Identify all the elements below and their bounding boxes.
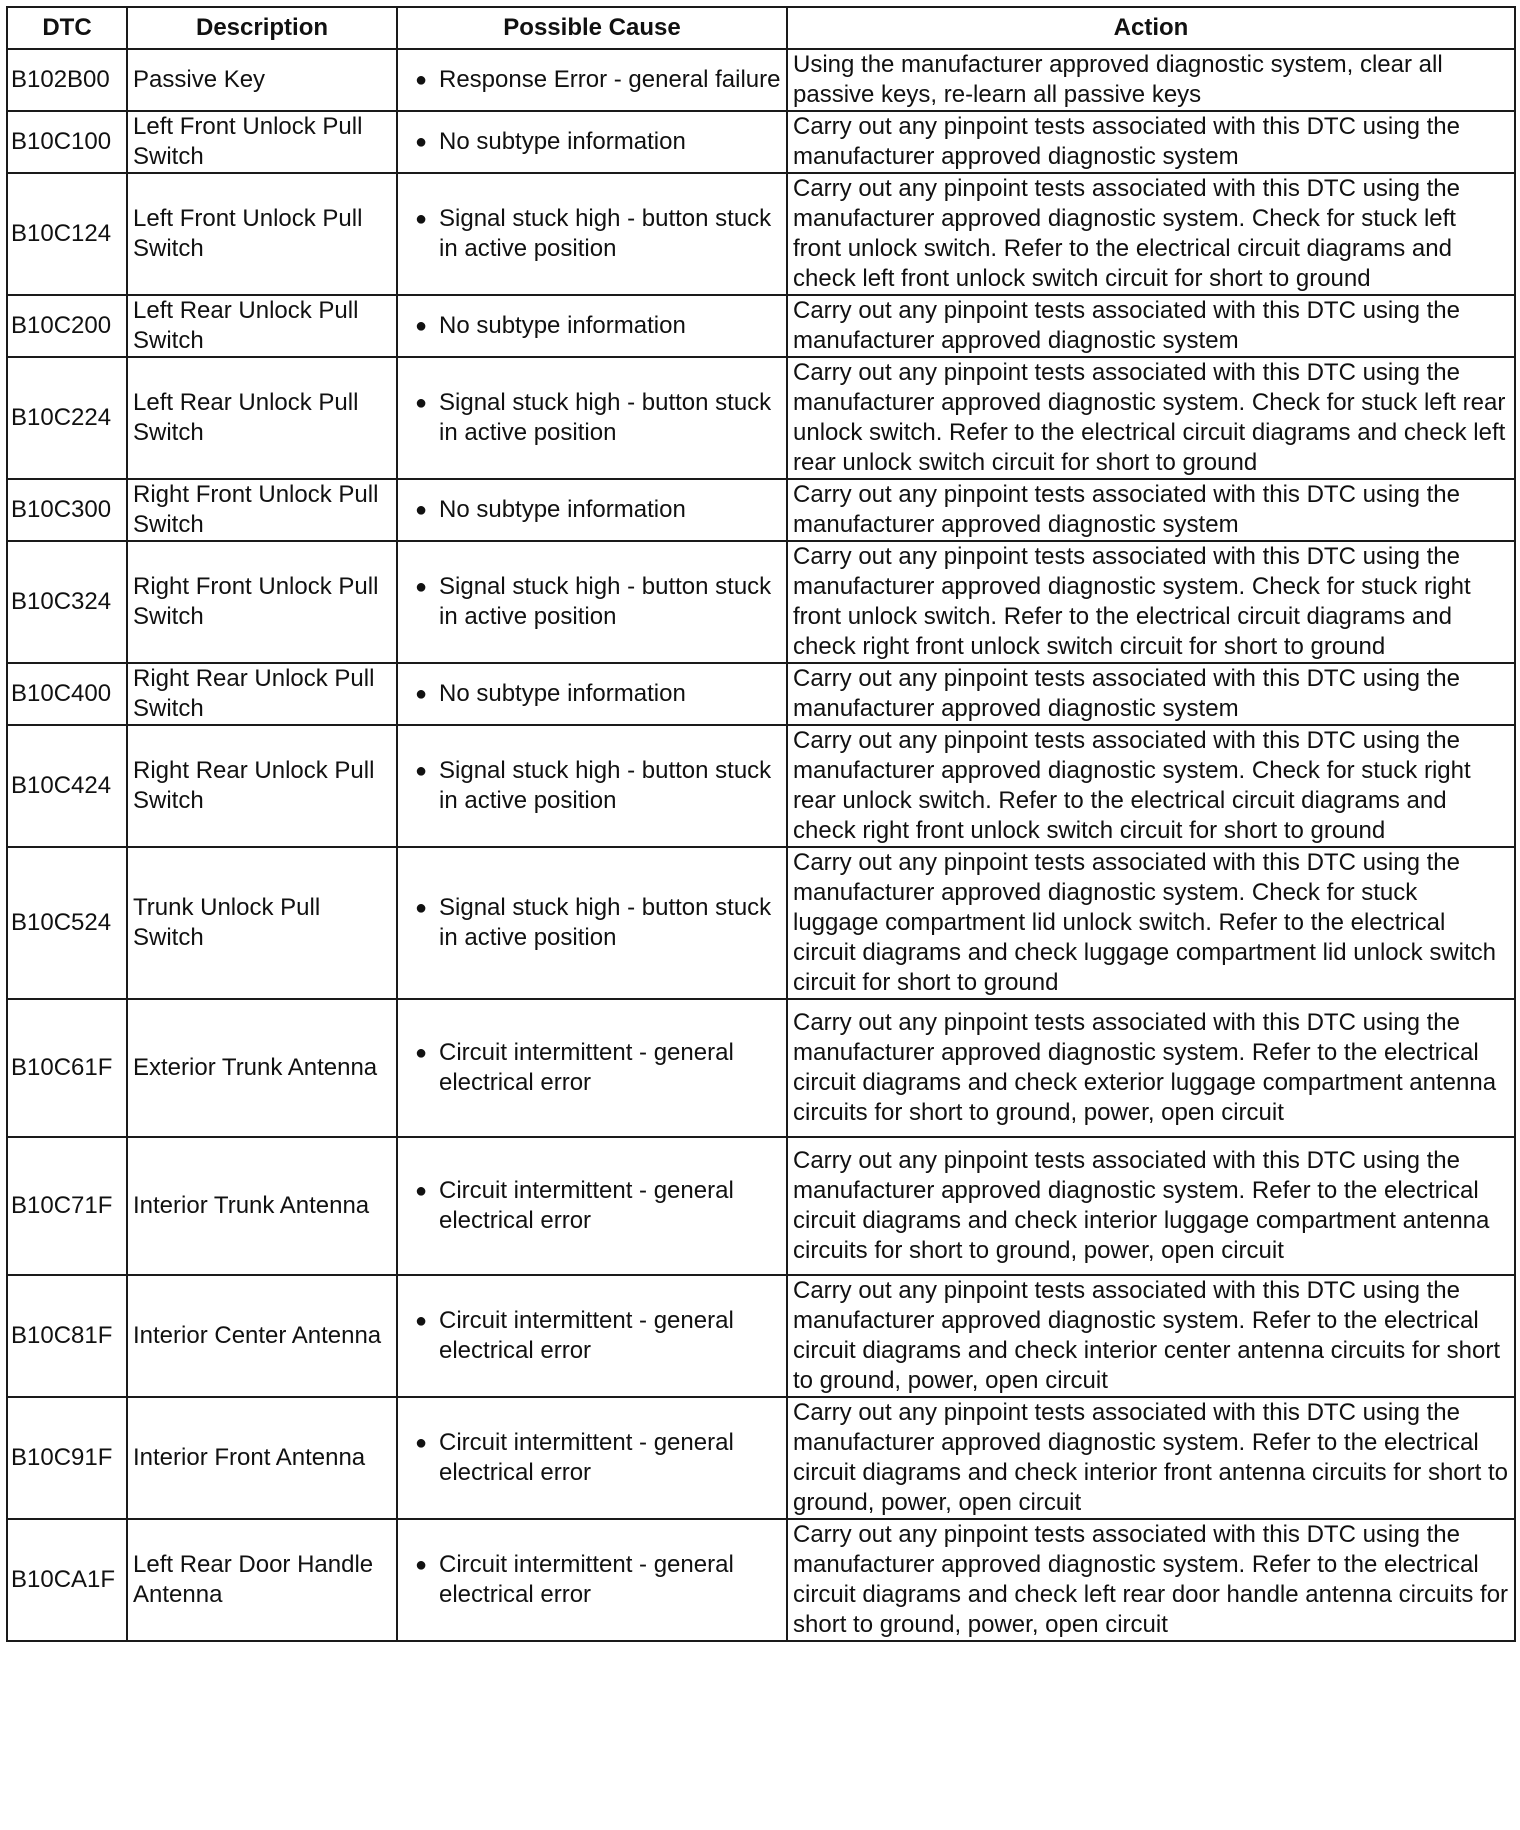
dtc-code: B10C61F [7,999,127,1137]
dtc-code: B10C71F [7,1137,127,1275]
possible-cause-cell [397,1397,787,1519]
header-description: Description [127,7,397,49]
table-row [7,1397,1515,1519]
dtc-description: Exterior Trunk Antenna [127,999,397,1137]
dtc-code: B10C324 [7,541,127,663]
possible-cause-text: Circuit intermittent - general electrical error [439,1039,734,1096]
dtc-action: Using the manufacturer approved diagnostic system, clear all passive keys, re-learn all passive keys [787,49,1515,111]
dtc-code: B10C200 [7,295,127,357]
dtc-code: B102B00 [7,49,127,111]
possible-cause-text: Circuit intermittent - general electrical error [439,1551,734,1608]
bullet-icon: ● [414,1310,428,1332]
possible-cause [403,311,781,341]
table-row [7,1275,1515,1397]
dtc-description: Left Rear Unlock Pull Switch [127,357,397,479]
dtc-description: Right Front Unlock Pull Switch [127,541,397,663]
bullet-icon: ● [414,69,428,91]
dtc-action: Carry out any pinpoint tests associated with this DTC using the manufacturer approved diagnostic system [787,295,1515,357]
bullet-icon: ● [414,1554,428,1576]
possible-cause-text: No subtype information [439,496,686,523]
dtc-code: B10CA1F [7,1519,127,1641]
table-row [7,725,1515,847]
possible-cause-cell [397,173,787,295]
dtc-description: Left Rear Door Handle Antenna [127,1519,397,1641]
bullet-icon: ● [414,1180,428,1202]
table-row [7,111,1515,173]
bullet-icon: ● [414,760,428,782]
possible-cause-text: Circuit intermittent - general electrical error [439,1177,734,1234]
possible-cause [403,388,781,448]
table-row [7,847,1515,999]
dtc-action: Carry out any pinpoint tests associated with this DTC using the manufacturer approved diagnostic system. Check for stuck right rear unlock switch. Refer to the electrical circuit diagrams and check right front unlock switch circuit for short to ground [787,725,1515,847]
dtc-code: B10C91F [7,1397,127,1519]
table-row [7,1137,1515,1275]
dtc-code: B10C224 [7,357,127,479]
possible-cause-cell [397,49,787,111]
dtc-description: Left Rear Unlock Pull Switch [127,295,397,357]
dtc-action: Carry out any pinpoint tests associated with this DTC using the manufacturer approved diagnostic system. Check for stuck right front unlock switch. Refer to the electrical circuit diagrams and check right front unlock switch circuit for short to ground [787,541,1515,663]
table-row [7,173,1515,295]
dtc-action: Carry out any pinpoint tests associated with this DTC using the manufacturer approved diagnostic system. Refer to the electrical circuit diagrams and check interior front antenna circuits for short to ground, power, open circuit [787,1397,1515,1519]
dtc-code: B10C424 [7,725,127,847]
dtc-action: Carry out any pinpoint tests associated with this DTC using the manufacturer approved diagnostic system. Refer to the electrical circuit diagrams and check interior center antenna circuits for short to ground, power, open circuit [787,1275,1515,1397]
bullet-icon: ● [414,315,428,337]
table-row [7,663,1515,725]
table-row [7,479,1515,541]
possible-cause-text: Signal stuck high - button stuck in active position [439,205,772,262]
dtc-action: Carry out any pinpoint tests associated with this DTC using the manufacturer approved diagnostic system [787,663,1515,725]
dtc-action: Carry out any pinpoint tests associated with this DTC using the manufacturer approved diagnostic system [787,111,1515,173]
possible-cause-text: Signal stuck high - button stuck in active position [439,573,772,630]
dtc-description: Trunk Unlock Pull Switch [127,847,397,999]
dtc-code: B10C81F [7,1275,127,1397]
dtc-description: Interior Center Antenna [127,1275,397,1397]
dtc-action: Carry out any pinpoint tests associated with this DTC using the manufacturer approved diagnostic system. Check for stuck luggage compartment lid unlock switch. Refer to the electrical circuit diagrams and check luggage compartment lid unlock switch circuit for short to ground [787,847,1515,999]
possible-cause-text: Signal stuck high - button stuck in active position [439,894,772,951]
possible-cause-cell [397,663,787,725]
header-possible-cause: Possible Cause [397,7,787,49]
possible-cause [403,65,781,95]
possible-cause-text: Signal stuck high - button stuck in active position [439,389,772,446]
dtc-action: Carry out any pinpoint tests associated with this DTC using the manufacturer approved diagnostic system [787,479,1515,541]
possible-cause [403,572,781,632]
bullet-icon: ● [414,131,428,153]
possible-cause-cell [397,295,787,357]
bullet-icon: ● [414,392,428,414]
possible-cause [403,1550,781,1610]
bullet-icon: ● [414,897,428,919]
dtc-code: B10C524 [7,847,127,999]
dtc-code: B10C300 [7,479,127,541]
possible-cause-text: No subtype information [439,128,686,155]
possible-cause-cell [397,1275,787,1397]
dtc-action: Carry out any pinpoint tests associated with this DTC using the manufacturer approved diagnostic system. Check for stuck left rear unlock switch. Refer to the electrical circuit diagrams and check left rear unlock switch circuit for short to ground [787,357,1515,479]
table-row [7,999,1515,1137]
table-body [7,49,1515,1641]
dtc-code: B10C400 [7,663,127,725]
table-row [7,49,1515,111]
possible-cause-text: Signal stuck high - button stuck in active position [439,757,772,814]
bullet-icon: ● [414,499,428,521]
bullet-icon: ● [414,576,428,598]
dtc-description: Left Front Unlock Pull Switch [127,173,397,295]
possible-cause-cell [397,725,787,847]
possible-cause-text: No subtype information [439,680,686,707]
dtc-description: Left Front Unlock Pull Switch [127,111,397,173]
possible-cause-text: No subtype information [439,312,686,339]
table-row [7,541,1515,663]
dtc-description: Right Front Unlock Pull Switch [127,479,397,541]
possible-cause-text: Circuit intermittent - general electrical error [439,1429,734,1486]
possible-cause-text: Response Error - general failure [439,66,781,93]
dtc-code: B10C124 [7,173,127,295]
possible-cause [403,893,781,953]
possible-cause-text: Circuit intermittent - general electrical error [439,1307,734,1364]
dtc-description: Interior Front Antenna [127,1397,397,1519]
dtc-action: Carry out any pinpoint tests associated with this DTC using the manufacturer approved diagnostic system. Check for stuck left front unlock switch. Refer to the electrical circuit diagrams and check left front unlock switch circuit for short to ground [787,173,1515,295]
possible-cause-cell [397,999,787,1137]
possible-cause [403,1306,781,1366]
possible-cause-cell [397,479,787,541]
possible-cause-cell [397,847,787,999]
dtc-description: Interior Trunk Antenna [127,1137,397,1275]
table-row [7,1519,1515,1641]
possible-cause [403,679,781,709]
possible-cause [403,1428,781,1488]
dtc-code: B10C100 [7,111,127,173]
possible-cause [403,756,781,816]
dtc-table [6,6,1516,1642]
possible-cause [403,1176,781,1236]
possible-cause [403,204,781,264]
header-dtc: DTC [7,7,127,49]
possible-cause-cell [397,1519,787,1641]
dtc-action: Carry out any pinpoint tests associated with this DTC using the manufacturer approved diagnostic system. Refer to the electrical circuit diagrams and check left rear door handle antenna circuits for short to ground, power, open circuit [787,1519,1515,1641]
table-row [7,295,1515,357]
bullet-icon: ● [414,683,428,705]
dtc-description: Passive Key [127,49,397,111]
bullet-icon: ● [414,1432,428,1454]
possible-cause-cell [397,1137,787,1275]
possible-cause [403,127,781,157]
dtc-action: Carry out any pinpoint tests associated with this DTC using the manufacturer approved diagnostic system. Refer to the electrical circuit diagrams and check interior luggage compartment antenna circuits for short to ground, power, open circuit [787,1137,1515,1275]
dtc-description: Right Rear Unlock Pull Switch [127,725,397,847]
bullet-icon: ● [414,208,428,230]
table-row [7,357,1515,479]
possible-cause-cell [397,541,787,663]
dtc-description: Right Rear Unlock Pull Switch [127,663,397,725]
possible-cause-cell [397,111,787,173]
dtc-action: Carry out any pinpoint tests associated with this DTC using the manufacturer approved diagnostic system. Refer to the electrical circuit diagrams and check exterior luggage compartment antenna circuits for short to ground, power, open circuit [787,999,1515,1137]
possible-cause [403,1038,781,1098]
possible-cause [403,495,781,525]
bullet-icon: ● [414,1042,428,1064]
header-row [7,7,1515,49]
possible-cause-cell [397,357,787,479]
header-action: Action [787,7,1515,49]
